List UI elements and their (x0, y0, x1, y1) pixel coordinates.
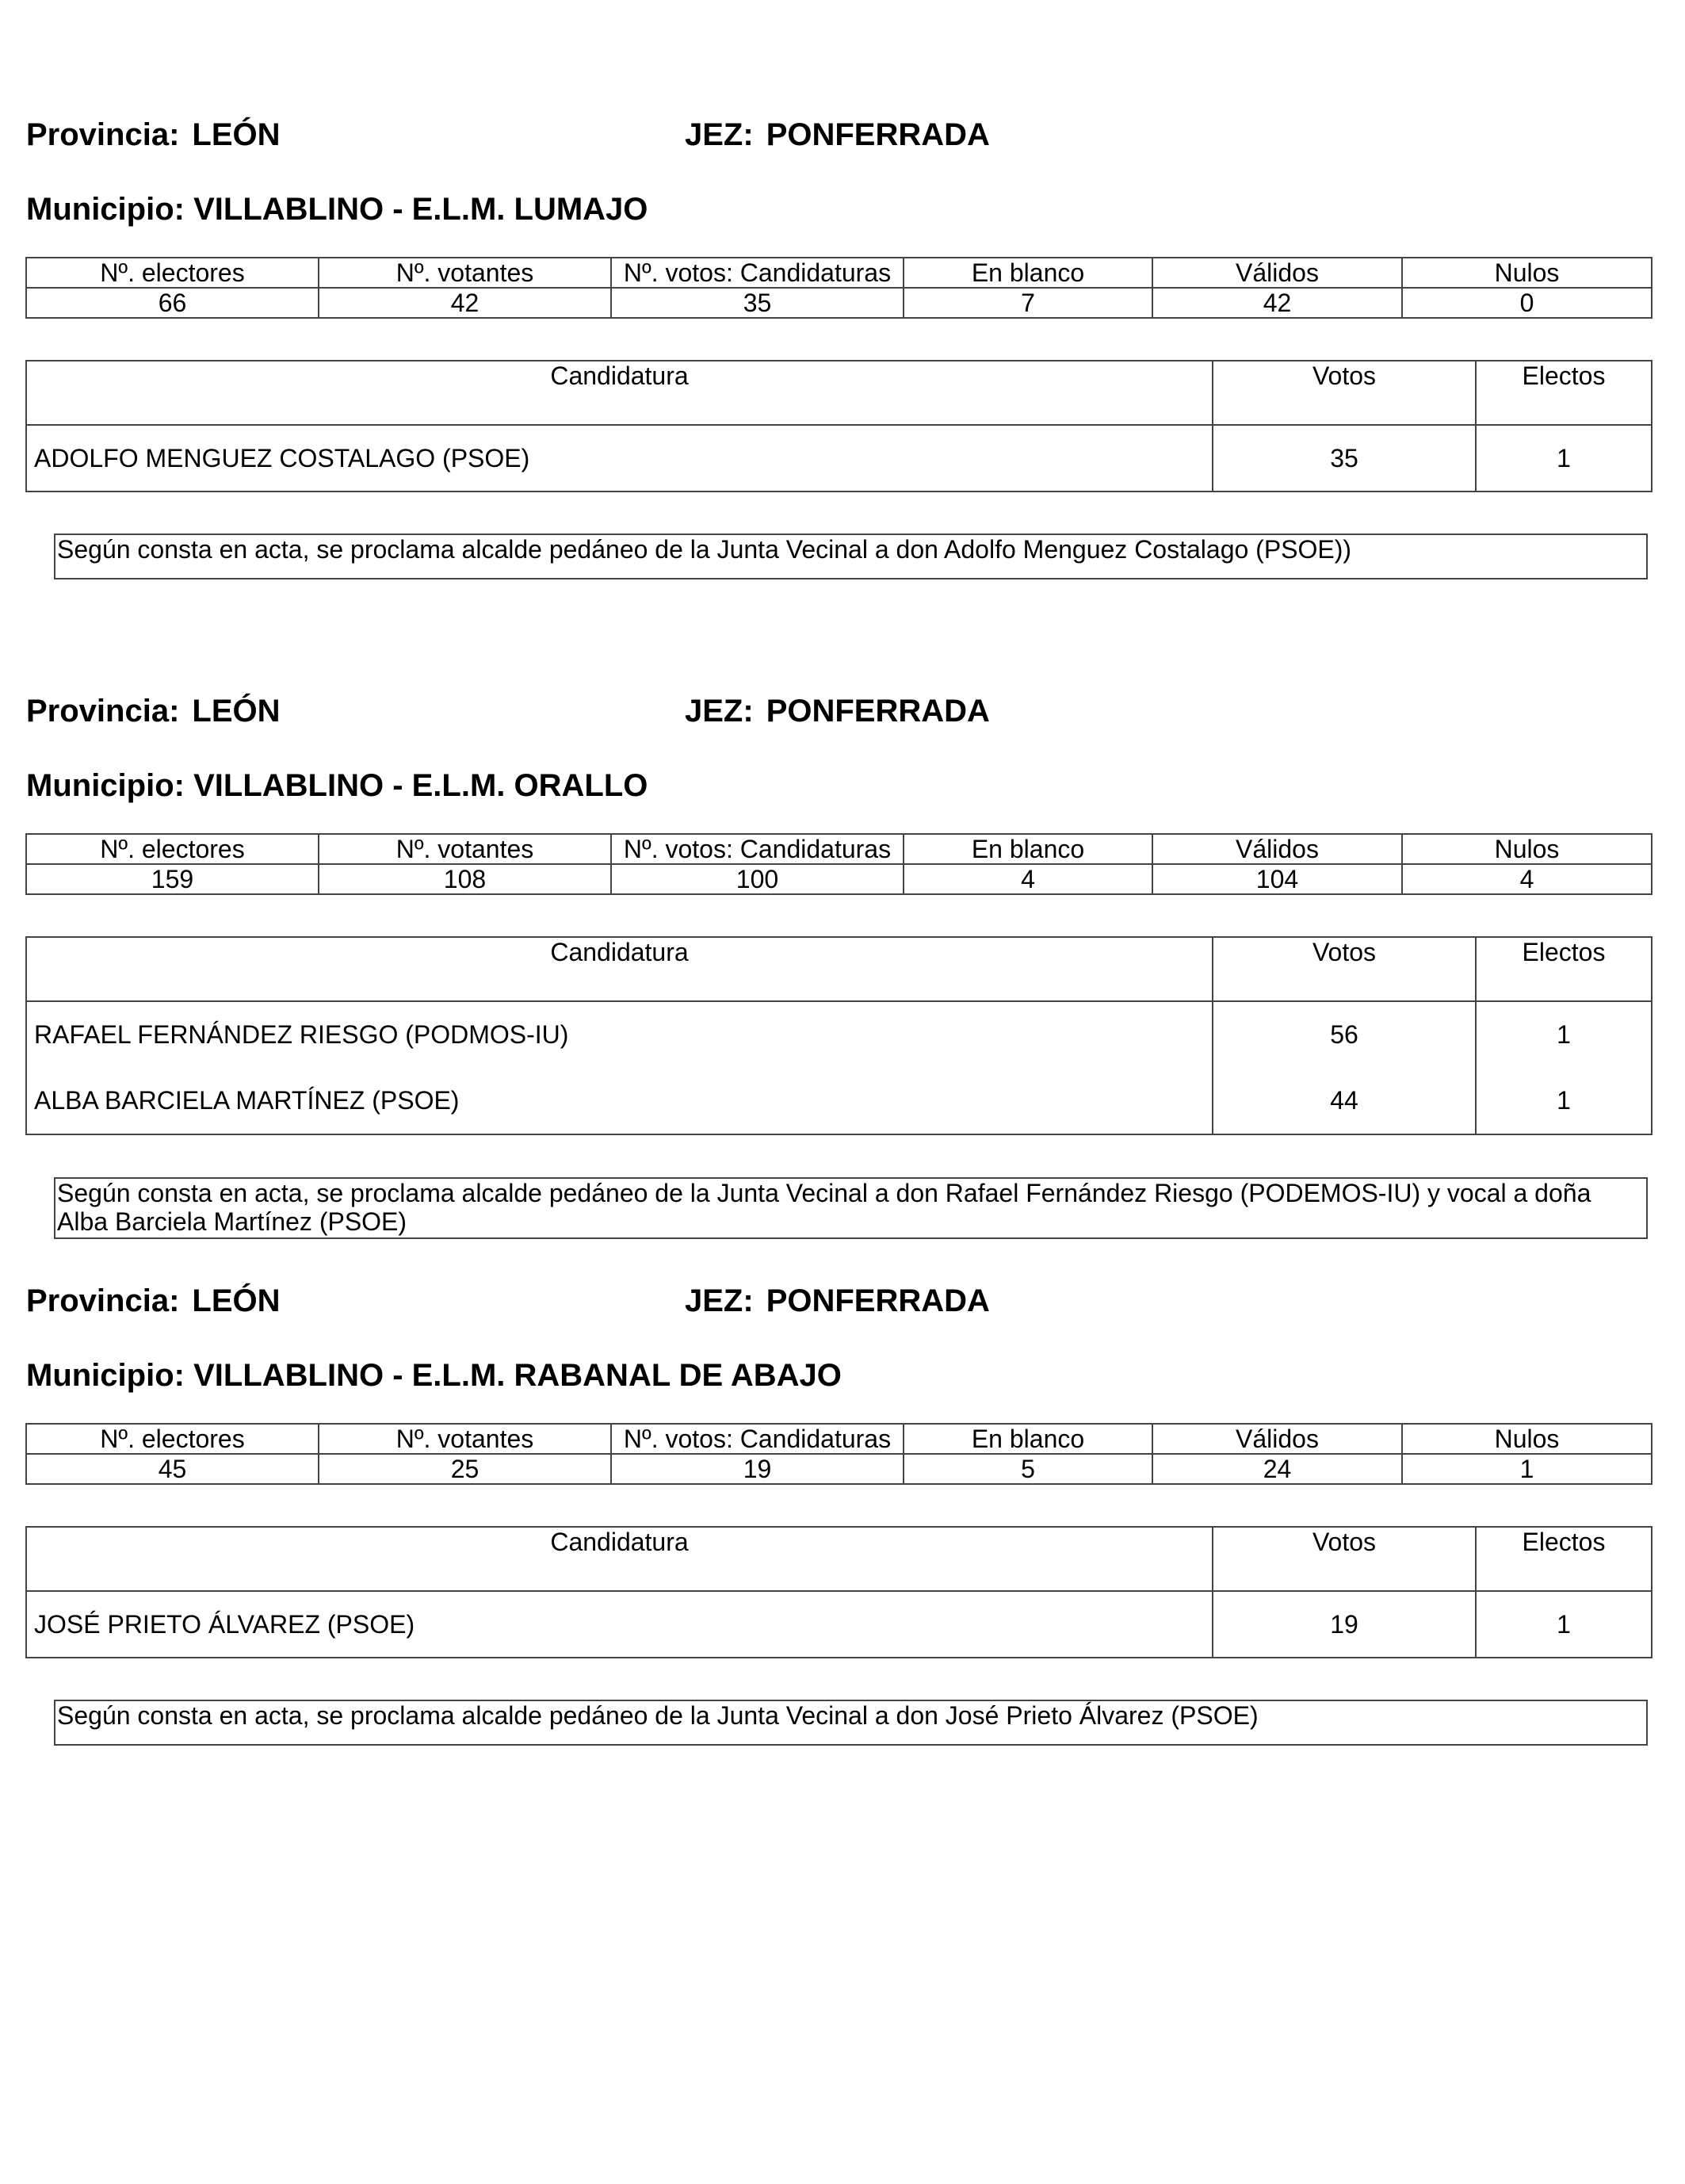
stats-header: Nº. votos: Candidaturas (611, 834, 904, 864)
provincia-value: LEÓN (192, 694, 281, 729)
proclamation-note: Según consta en acta, se proclama alcalde pedáneo de la Junta Vecinal a don José Prieto Álvarez (PSOE) (54, 1700, 1648, 1746)
stats-value: 4 (904, 864, 1152, 894)
candidates-table (25, 1526, 1653, 1658)
municipio-label: Municipio: (26, 768, 185, 803)
cand-header-electos: Electos (1476, 1527, 1652, 1591)
stats-header: Nº. votos: Candidaturas (611, 258, 904, 288)
provincia-line (26, 116, 281, 154)
provincia-line (26, 1282, 281, 1320)
provincia-label: Provincia: (26, 117, 180, 152)
stats-value: 45 (26, 1454, 319, 1484)
stats-value: 35 (611, 288, 904, 318)
stats-header: Nulos (1402, 258, 1652, 288)
municipio-line (26, 1356, 842, 1394)
candidate-votos: 35 (1213, 425, 1476, 491)
candidate-electos: 1 (1476, 425, 1652, 491)
stats-value: 19 (611, 1454, 904, 1484)
stats-value: 42 (1152, 288, 1402, 318)
candidate-row (26, 425, 1652, 491)
candidate-votos: 19 (1213, 1591, 1476, 1658)
stats-header: Nulos (1402, 834, 1652, 864)
candidates-table (25, 936, 1653, 1135)
stats-header: Nº. electores (26, 1424, 319, 1454)
proclamation-note: Según consta en acta, se proclama alcalde pedáneo de la Junta Vecinal a don Adolfo Menguez Costalago (PSOE)) (54, 534, 1648, 579)
stats-header: Nº. electores (26, 258, 319, 288)
stats-header: En blanco (904, 258, 1152, 288)
result-section-lumajo (0, 0, 1685, 579)
cand-header-electos: Electos (1476, 361, 1652, 425)
candidate-electos: 1 (1476, 1001, 1652, 1067)
stats-table (25, 257, 1653, 319)
stats-header: En blanco (904, 834, 1152, 864)
candidate-votos: 44 (1213, 1067, 1476, 1134)
stats-header: Válidos (1152, 258, 1402, 288)
stats-value: 108 (319, 864, 611, 894)
jez-line (685, 116, 990, 154)
proclamation-note: Según consta en acta, se proclama alcalde pedáneo de la Junta Vecinal a don Rafael Fernández Riesgo (PODEMOS-IU) y vocal a doña Alba Barciela Martínez (PSOE) (54, 1177, 1648, 1239)
candidate-name: ALBA BARCIELA MARTÍNEZ (PSOE) (26, 1067, 1213, 1134)
candidate-name: ADOLFO MENGUEZ COSTALAGO (PSOE) (26, 425, 1213, 491)
stats-value: 5 (904, 1454, 1152, 1484)
stats-value: 4 (1402, 864, 1652, 894)
municipio-label: Municipio: (26, 192, 185, 227)
candidate-electos: 1 (1476, 1067, 1652, 1134)
municipio-value: VILLABLINO - E.L.M. LUMAJO (193, 192, 648, 227)
candidates-table (25, 360, 1653, 492)
municipio-line (26, 190, 648, 228)
cand-header-candidatura: Candidatura (26, 1527, 1213, 1591)
result-section-orallo (0, 576, 1685, 1242)
result-section-rabanal-de-abajo (0, 1166, 1685, 1745)
candidate-row (26, 1001, 1652, 1067)
stats-header: Nº. electores (26, 834, 319, 864)
provincia-line (26, 692, 281, 730)
stats-header: Válidos (1152, 1424, 1402, 1454)
stats-header: Válidos (1152, 834, 1402, 864)
stats-value: 7 (904, 288, 1152, 318)
provincia-value: LEÓN (192, 117, 281, 152)
stats-header: Nº. votantes (319, 834, 611, 864)
municipio-label: Municipio: (26, 1358, 185, 1393)
jez-value: PONFERRADA (766, 117, 990, 152)
jez-label: JEZ: (685, 694, 754, 729)
jez-line (685, 1282, 990, 1320)
cand-header-candidatura: Candidatura (26, 361, 1213, 425)
stats-header: En blanco (904, 1424, 1152, 1454)
candidate-name: RAFAEL FERNÁNDEZ RIESGO (PODMOS-IU) (26, 1001, 1213, 1067)
jez-label: JEZ: (685, 1283, 754, 1318)
cand-header-votos: Votos (1213, 361, 1476, 425)
stats-table (25, 833, 1653, 895)
provincia-label: Provincia: (26, 1283, 180, 1318)
jez-value: PONFERRADA (766, 1283, 990, 1318)
stats-value: 100 (611, 864, 904, 894)
candidate-electos: 1 (1476, 1591, 1652, 1658)
stats-value: 1 (1402, 1454, 1652, 1484)
cand-header-votos: Votos (1213, 937, 1476, 1001)
stats-value: 104 (1152, 864, 1402, 894)
stats-header: Nº. votantes (319, 1424, 611, 1454)
jez-value: PONFERRADA (766, 694, 990, 729)
stats-header: Nº. votantes (319, 258, 611, 288)
candidate-name: JOSÉ PRIETO ÁLVAREZ (PSOE) (26, 1591, 1213, 1658)
provincia-label: Provincia: (26, 694, 180, 729)
stats-value: 25 (319, 1454, 611, 1484)
jez-line (685, 692, 990, 730)
cand-header-votos: Votos (1213, 1527, 1476, 1591)
jez-label: JEZ: (685, 117, 754, 152)
provincia-value: LEÓN (192, 1283, 281, 1318)
cand-header-electos: Electos (1476, 937, 1652, 1001)
stats-value: 66 (26, 288, 319, 318)
cand-header-candidatura: Candidatura (26, 937, 1213, 1001)
stats-header: Nº. votos: Candidaturas (611, 1424, 904, 1454)
stats-header: Nulos (1402, 1424, 1652, 1454)
municipio-value: VILLABLINO - E.L.M. ORALLO (193, 768, 648, 803)
candidate-votos: 56 (1213, 1001, 1476, 1067)
candidate-row (26, 1067, 1652, 1134)
stats-value: 24 (1152, 1454, 1402, 1484)
municipio-value: VILLABLINO - E.L.M. RABANAL DE ABAJO (193, 1358, 842, 1393)
stats-value: 159 (26, 864, 319, 894)
stats-value: 42 (319, 288, 611, 318)
stats-value: 0 (1402, 288, 1652, 318)
candidate-row (26, 1591, 1652, 1658)
stats-table (25, 1423, 1653, 1485)
municipio-line (26, 767, 648, 805)
